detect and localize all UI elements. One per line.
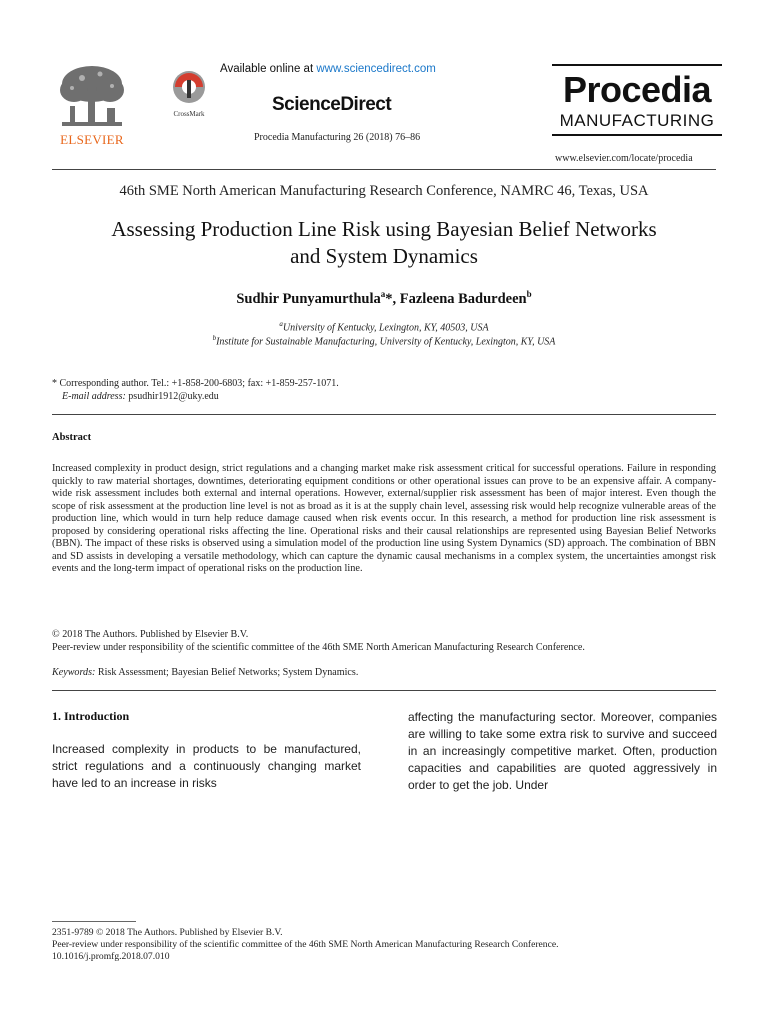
affiliation-a xyxy=(52,320,716,333)
abstract-text: Increased complexity in product design, strict regulations and a changing market make risk assessment critical for successful operations. Failure in responding quickly to raw material shortages, downtimes, deteriorating equipment conditions or other operational issues can prove to be an expensive affair. A company-wide risk assessment includes both external and internal operations. However, external/supplier risk assessment has been of major interest. Even though the scope of risk assessment at the production line level is not as broad as it is at the supply chain level, assessing risk would help recognize vulnerable areas of the production line, which would in turn help reduce damage caused when risk events occur. In this research, a method for production line risk assessment is proposed by considering operational risks affecting the line. Operational risks and their causal relationships are represented using Bayesian Belief Networks (BBN). The impact of these risks is observed using a simulation model of the production line using System Dynamics (SD) approach. The combination of BBN and SD assists in developing a versatile methodology, which can capture the dynamic causal mechanisms in a complex system, the uncertainties amongst risk events and the long-term impact of operational risks on the production line. xyxy=(52,463,716,574)
section-heading-introduction: 1. Introduction xyxy=(52,709,130,723)
page-footer xyxy=(52,927,732,963)
abstract-divider-top xyxy=(52,414,716,415)
keywords-label: Keywords: xyxy=(52,667,96,678)
copyright-line-2: Peer-review under responsibility of the scientific committee of the 46th SME North American Manufacturing Research Conference. xyxy=(52,642,585,653)
footer-peer-review: Peer-review under responsibility of the scientific committee of the 46th SME North American Manufacturing Research Conference. xyxy=(52,939,559,950)
abstract-heading: Abstract xyxy=(52,432,92,443)
footer-doi[interactable]: 10.1016/j.promfg.2018.07.010 xyxy=(52,951,170,962)
affiliation-b-text: Institute for Sustainable Manufacturing, University of Kentucky, Lexington, KY, USA xyxy=(216,336,556,348)
paper-title xyxy=(52,216,716,270)
crossmark-label: CrossMark xyxy=(173,110,205,118)
author-2: Fazleena Badurdeen xyxy=(399,290,527,307)
title-line-1: Assessing Production Line Risk using Bayesian Belief Networks xyxy=(111,217,657,241)
intro-column-right: affecting the manufacturing sector. Moreover, companies are willing to take some extra risk to survive and succeed in an increasingly competitive market. Often, production capacities and capabilities are quoted aggressively in order to get the job. Under xyxy=(408,710,717,792)
intro-column-left: Increased complexity in products to be manufactured, strict regulations and a continuously changing market have led to an increase in risks xyxy=(52,742,361,790)
available-prefix: Available online at xyxy=(220,63,317,75)
email-address[interactable]: psudhir1912@uky.edu xyxy=(125,391,219,402)
author-1-mark: *, xyxy=(385,290,400,307)
journal-url[interactable]: www.elsevier.com/locate/procedia xyxy=(555,153,693,164)
copyright-line-1: © 2018 The Authors. Published by Elsevier B.V. xyxy=(52,629,249,640)
sciencedirect-link[interactable]: www.sciencedirect.com xyxy=(316,63,436,75)
crossmark-badge[interactable] xyxy=(164,70,214,122)
sciencedirect-wordmark: ScienceDirect xyxy=(272,94,392,115)
author-1-affil: a xyxy=(380,289,386,299)
author-2-affil: b xyxy=(526,289,532,299)
title-line-2: and System Dynamics xyxy=(290,244,478,268)
available-online xyxy=(220,63,490,75)
procedia-title: Procedia xyxy=(562,69,712,110)
crossmark-icon xyxy=(172,70,206,104)
corresponding-contact: * Corresponding author. Tel.: +1-858-200-6803; fax: +1-859-257-1071. xyxy=(52,378,339,389)
abstract-divider-bottom xyxy=(52,690,716,691)
corresponding-author xyxy=(52,377,339,403)
journal-reference: Procedia Manufacturing 26 (2018) 76–86 xyxy=(254,132,421,143)
author-1: Sudhir Punyamurthula xyxy=(236,290,381,307)
affiliation-b-sup: b xyxy=(212,334,217,342)
keywords xyxy=(52,667,716,678)
procedia-subtitle: MANUFACTURING xyxy=(559,111,715,130)
header-divider xyxy=(52,169,716,170)
keywords-list: Risk Assessment; Bayesian Belief Networks; System Dynamics. xyxy=(95,667,359,678)
elsevier-wordmark: ELSEVIER xyxy=(60,132,124,147)
email-label: E-mail address: xyxy=(62,391,126,402)
affiliation-a-sup: a xyxy=(279,320,283,328)
footer-issn: 2351-9789 © 2018 The Authors. Published by Elsevier B.V. xyxy=(52,927,283,938)
conference-name: 46th SME North American Manufacturing Research Conference, NAMRC 46, Texas, USA xyxy=(119,183,649,199)
copyright-notice xyxy=(52,628,716,654)
author-list xyxy=(52,289,716,308)
procedia-logo xyxy=(552,64,722,136)
footnote-rule xyxy=(52,921,136,922)
affiliation-a-text: University of Kentucky, Lexington, KY, 40503, USA xyxy=(282,322,489,334)
affiliation-b xyxy=(52,334,716,347)
